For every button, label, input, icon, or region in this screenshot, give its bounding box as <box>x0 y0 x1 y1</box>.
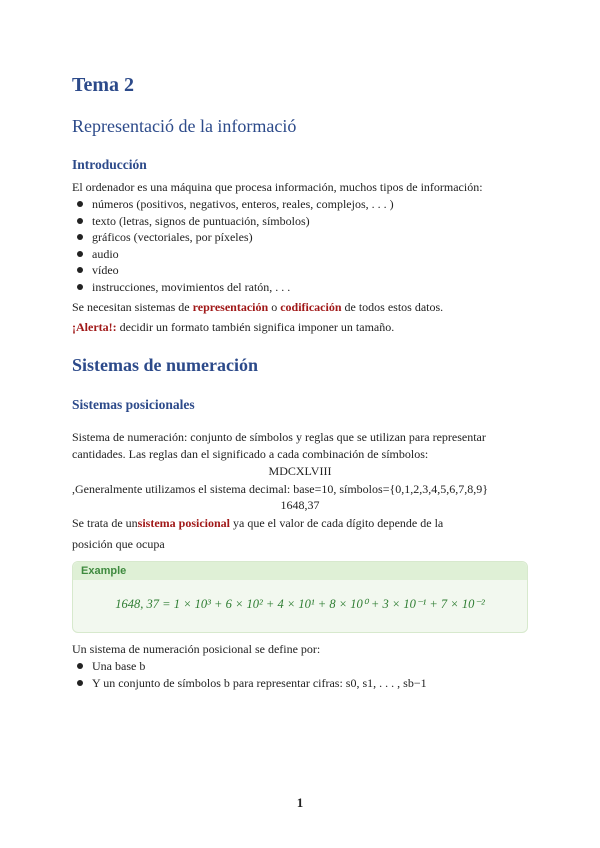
paragraph-line: cantidades. Las reglas dan el significado a cada combinación de símbolos: <box>72 447 429 461</box>
list-item: números (positivos, negativos, enteros, reales, complejos, . . . ) <box>72 196 394 213</box>
page-number: 1 <box>296 795 304 810</box>
section-heading: Sistemas de numeración <box>72 355 258 375</box>
bullet-icon <box>77 267 83 273</box>
info-types-list <box>72 196 394 295</box>
term-codificacion: codificación <box>280 300 342 314</box>
paragraph-line: posición que ocupa <box>72 537 165 551</box>
example-box <box>72 561 528 633</box>
bullet-icon <box>77 234 83 240</box>
bullet-icon <box>77 680 83 686</box>
definition-list <box>72 658 427 691</box>
need-sentence: Se necesitan sistemas de representación o codificación de todos estos datos. <box>72 300 444 314</box>
bullet-icon <box>77 251 83 257</box>
list-item: texto (letras, signos de puntuación, símbolos) <box>72 213 394 230</box>
list-item: Y un conjunto de símbolos b para representar cifras: s0, s1, . . . , sb−1 <box>72 675 427 692</box>
intro-lead: El ordenador es una máquina que procesa información, muchos tipos de información: <box>72 180 483 194</box>
roman-numeral: MDCXLVIII <box>268 464 332 478</box>
paragraph-line: Sistema de numeración: conjunto de símbolos y reglas que se utilizan para representar <box>72 430 486 444</box>
bullet-icon <box>77 218 83 224</box>
alert-sentence: ¡Alerta!: decidir un formato también significa imponer un tamaño. <box>72 320 395 334</box>
bullet-icon <box>77 201 83 207</box>
list-item: gráficos (vectoriales, por píxeles) <box>72 229 394 246</box>
decimal-value: 1648,37 <box>280 498 320 512</box>
alert-label: ¡Alerta!: <box>72 320 117 334</box>
intro-heading: Introducción <box>72 157 147 172</box>
definition-lead: Un sistema de numeración posicional se define por: <box>72 642 321 656</box>
term-representacion: representación <box>192 300 269 314</box>
subsection-heading: Sistemas posicionales <box>72 397 195 412</box>
bullet-icon <box>77 663 83 669</box>
list-item: instrucciones, movimientos del ratón, . . . <box>72 279 394 296</box>
document-title: Tema 2 <box>72 74 135 96</box>
example-label: Example <box>73 562 527 580</box>
list-item: Una base b <box>72 658 427 675</box>
term-sistema-posicional: sistema posicional <box>137 516 230 530</box>
decimal-system-line: ,Generalmente utilizamos el sistema decimal: base=10, símbolos={0,1,2,3,4,5,6,7,8,9} <box>72 482 488 496</box>
list-item: vídeo <box>72 262 394 279</box>
example-formula: 1648, 37 = 1 × 10³ + 6 × 10² + 4 × 10¹ + 8 × 10⁰ + 3 × 10⁻¹ + 7 × 10⁻² <box>115 597 485 611</box>
document-subtitle: Representació de la informació <box>72 116 297 136</box>
bullet-icon <box>77 284 83 290</box>
list-item: audio <box>72 246 394 263</box>
positional-sentence: Se trata de unsistema posicional ya que el valor de cada dígito depende de la <box>72 516 444 530</box>
